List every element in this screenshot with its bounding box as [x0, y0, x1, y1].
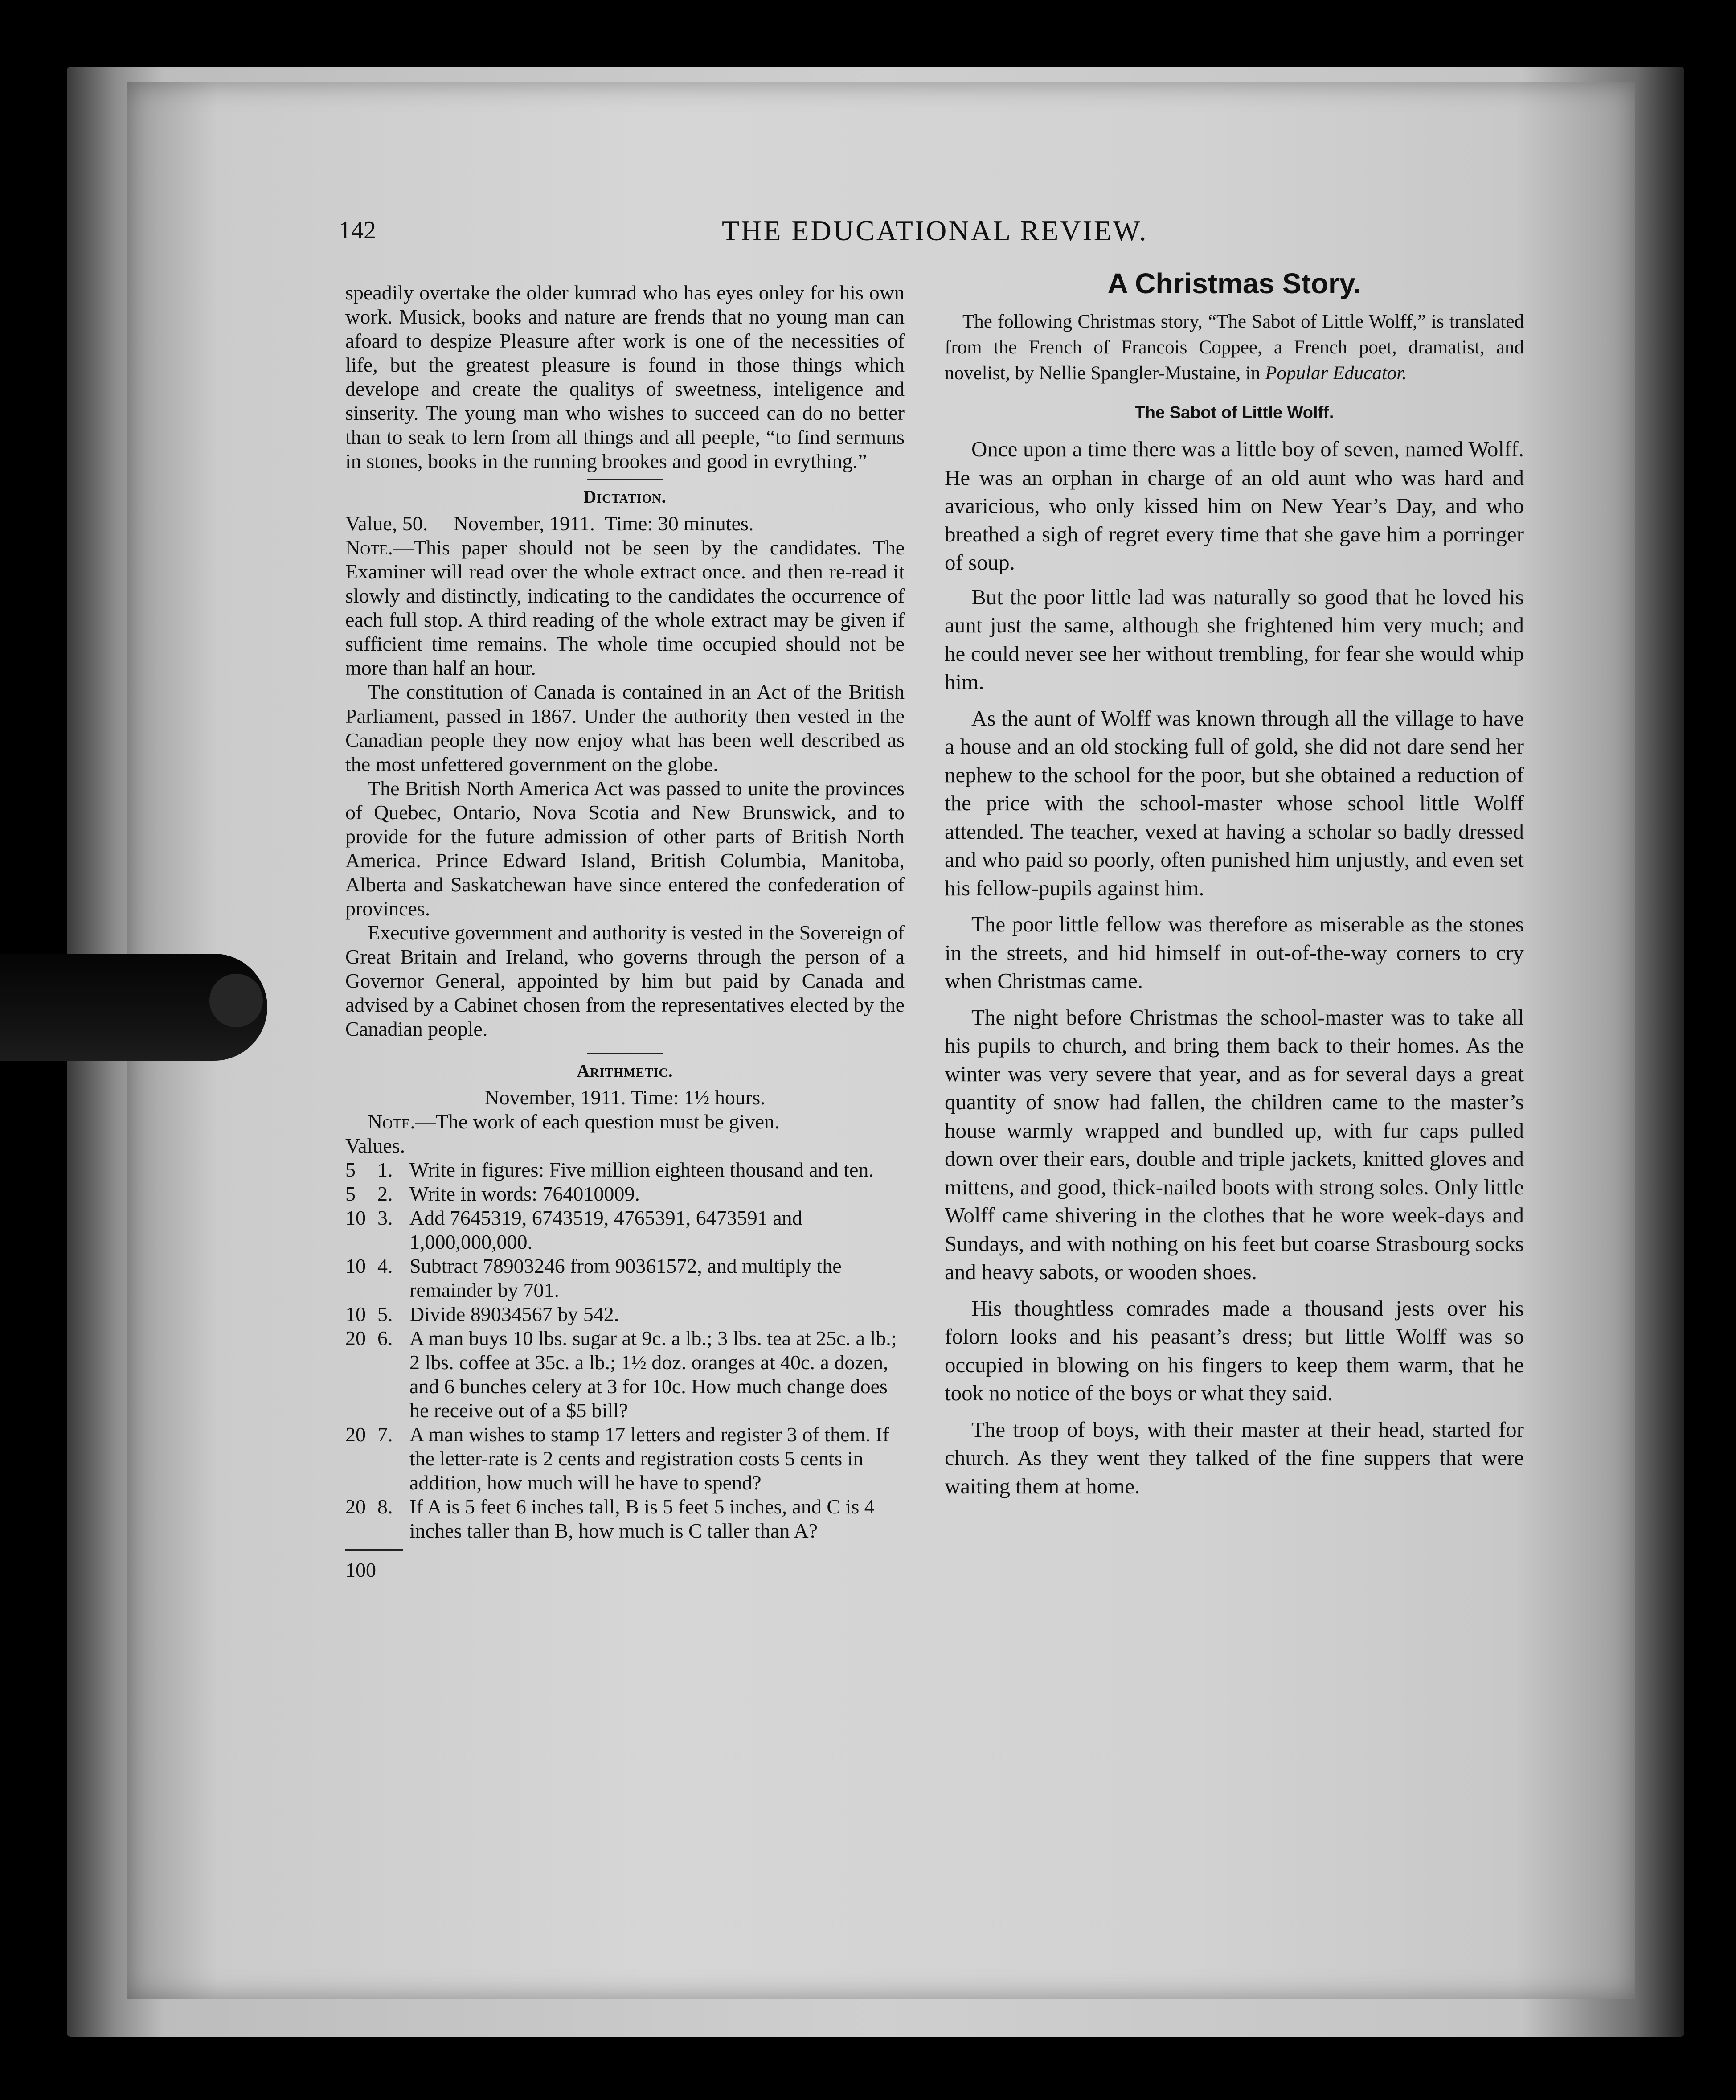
arithmetic-note-text: —The work of each question must be given.: [415, 1110, 780, 1133]
question-number: 5.: [377, 1303, 393, 1325]
total-rule: [345, 1549, 403, 1551]
dictation-heading: Dictation.: [583, 487, 667, 507]
left-column: [345, 281, 905, 1582]
question-text: A man buys 10 lbs. sugar at 9c. a lb.; 3 lbs. tea at 25c. a lb.; 2 lbs. coffee at 35c. a lb.; 1½ doz. oranges at 40c. a dozen, and 6 bunches celery at 3 for 10c. How much change does he receive out of a $5 bill?: [409, 1327, 897, 1422]
question-number: 6.: [377, 1327, 393, 1349]
story-paragraph: The troop of boys, with their master at their head, started for church. As they went they talked of the fine suppers that were waiting them at home.: [945, 1417, 1524, 1498]
story-paragraph: His thoughtless comrades made a thousand jests over his folorn looks and his peasant’s dress; but little Wolff was so occupied in blowing on his fingers to keep them warm, that he took no notice of the boys or what they said.: [945, 1296, 1524, 1405]
thumbnail-shadow: [209, 974, 263, 1027]
dictation-paragraph: The British North America Act was passed to unite the provinces of Quebec, Ontario, Nova Scotia and New Brunswick, and to provide for the future admission of other parts of British North America. Prince Edward Island, British Columbia, Manitoba, Alberta and Saskatchewan have since entered the confederation of provinces.: [345, 777, 905, 920]
right-column: [945, 265, 1524, 1508]
question-item: [345, 1158, 905, 1182]
story-paragraph: Once upon a time there was a little boy of seven, named Wolff. He was an orphan in charge of an old aunt who was hard and avaricious, who only kissed him on New Year’s Day, and who breathed a sigh of regret every time that she gave him a porringer of soup.: [945, 437, 1524, 574]
question-text: Divide 89034567 by 542.: [409, 1303, 619, 1325]
story-paragraph: The poor little fellow was therefore as miserable as the stones in the streets, and hid himself in out-of-the-way corners to cry when Christmas came.: [945, 912, 1524, 993]
total-value: 100: [345, 1559, 376, 1581]
values-label: Values.: [345, 1134, 405, 1157]
question-item: [345, 1302, 905, 1326]
question-text: Write in figures: Five million eighteen thousand and ten.: [409, 1158, 874, 1181]
question-number: 2.: [377, 1182, 393, 1205]
section-rule: [587, 1053, 663, 1054]
question-text: Subtract 78903246 from 90361572, and multiply the remainder by 701.: [409, 1255, 842, 1301]
question-value: 20: [345, 1327, 366, 1349]
question-text: If A is 5 feet 6 inches tall, B is 5 feet 5 inches, and C is 4 inches taller than B, how much is C taller than A?: [409, 1495, 875, 1542]
question-number: 3.: [377, 1206, 393, 1229]
dictation-value-line: Value, 50. November, 1911. Time: 30 minutes.: [345, 512, 754, 535]
section-rule: [587, 479, 663, 480]
question-number: 7.: [377, 1423, 393, 1446]
story-title: A Christmas Story.: [1107, 267, 1361, 299]
question-item: [345, 1182, 905, 1206]
question-text: A man wishes to stamp 17 letters and register 3 of them. If the letter-rate is 2 cents and registration costs 5 cents in addition, how much will he have to spend?: [409, 1423, 889, 1494]
arithmetic-note: [345, 1110, 905, 1134]
question-item: [345, 1423, 905, 1495]
page-number: 142: [339, 217, 376, 244]
question-value: 10: [345, 1303, 366, 1325]
question-item: [345, 1206, 905, 1254]
question-number: 4.: [377, 1255, 393, 1277]
question-value: 10: [345, 1206, 366, 1229]
story-body: [945, 435, 1524, 1500]
story-intro-text: The following Christmas story, “The Sabot of Little Wolff,” is translated from the French of Francois Coppee, a French poet, dramatist, and novelist, by Nellie Spangler-Mustaine, in: [945, 311, 1524, 384]
question-item: [345, 1326, 905, 1423]
question-item: [345, 1495, 905, 1543]
story-intro: [945, 309, 1524, 386]
story-paragraph: But the poor little lad was naturally so good that he loved his aunt just the same, although she frightened him very much; and he could never see her without trembling, for fear she would whip him.: [945, 584, 1524, 694]
story-paragraph: The night before Christmas the school-master was to take all his pupils to church, and bring them back to their homes. As the winter was very severe that year, and as for several days a great quantity of snow had fallen, the children came to the master’s house warmly wrapped and bundled up, with fur caps pulled down over their ears, double and triple jackets, knitted gloves and mittens, and good, thick-nailed boots with strong soles. Only little Wolff came shivering in the clothes that he wore week-days and Sundays, and with nothing on his feet but coarse Strasbourg socks and heavy sabots, or wooden shoes.: [945, 1005, 1524, 1284]
arithmetic-note-label: Note.: [368, 1110, 415, 1133]
dictation-note-label: Note.: [345, 536, 393, 559]
total-block: [345, 1549, 905, 1582]
question-number: 8.: [377, 1495, 393, 1518]
story-subtitle: The Sabot of Little Wolff.: [1134, 403, 1334, 422]
question-value: 5: [345, 1182, 356, 1205]
question-value: 5: [345, 1158, 356, 1181]
question-number: 1.: [377, 1158, 393, 1181]
story-paragraph: As the aunt of Wolff was known through all the village to have a house and an old stocking full of gold, she did not dare send her nephew to the school for the poor, but she obtained a reduction of the price with the school-master whose school little Wolff attended. The teacher, vexed at having a scholar so badly dressed and who paid so poorly, often punished him unjustly, and even set his fellow-pupils against him.: [945, 705, 1524, 900]
question-value: 10: [345, 1255, 366, 1277]
question-value: 20: [345, 1423, 366, 1446]
page-header: [339, 216, 1577, 252]
running-title: THE EDUCATIONAL REVIEW.: [722, 215, 1148, 246]
question-text: Add 7645319, 6743519, 4765391, 6473591 and 1,000,000,000.: [409, 1206, 802, 1253]
question-item: [345, 1254, 905, 1302]
publication-name: Popular Educator.: [1265, 362, 1407, 384]
question-text: Write in words: 764010009.: [409, 1182, 640, 1205]
dictation-note-text: —This paper should not be seen by the candidates. The Examiner will read over the whole extract once. and then re-read it slowly and distinctly, indicating to the candidates the occurrence of each full stop. A third reading of the whole extract may be given if sufficient time remains. The whole time occupied should not be more than half an hour.: [345, 536, 905, 679]
arithmetic-heading: Arithmetic.: [577, 1061, 673, 1081]
dictation-note: [345, 536, 905, 680]
dictation-paragraph: The constitution of Canada is contained in an Act of the British Parliament, passed in 1867. Under the authority then vested in the Canadian people they now enjoy what has been well described as the most unfettered government on the globe.: [345, 681, 905, 775]
dictation-paragraph: Executive government and authority is vested in the Sovereign of Great Britain and Ireland, who governs through the person of a Governor General, appointed by him but paid by Canada and advised by a Cabinet chosen from the representatives elected by the Canadian people.: [345, 921, 905, 1040]
arithmetic-date-line: November, 1911. Time: 1½ hours.: [484, 1086, 766, 1109]
question-value: 20: [345, 1495, 366, 1518]
continued-text: speadily overtake the older kumrad who has eyes onley for his own work. Musick, books and nature are frends that no young man can afoard to despize Pleasure after work is one of the necessities of life, but the greatest pleasure is found in those things which develope and create the qualitys of sweetness, inteligence and sinserity. The young man who wishes to succeed can do no better than to seak to lern from all things and all peeple, “to find sermuns in stones, books in the running brookes and good in evrything.”: [345, 281, 905, 472]
